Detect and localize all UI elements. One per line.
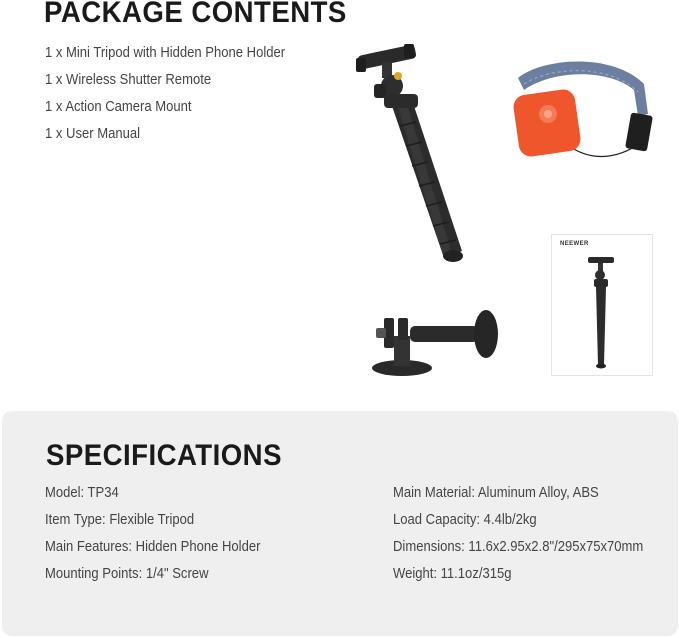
package-item: 1 x Mini Tripod with Hidden Phone Holder <box>45 45 286 61</box>
specifications-panel <box>2 411 678 636</box>
mini-tripod-image <box>352 36 482 271</box>
spec-item: Dimensions: 11.6x2.95x2.8"/295x75x70mm <box>393 539 644 555</box>
specifications-right-column <box>393 484 671 592</box>
spec-item: Item Type: Flexible Tripod <box>45 512 195 528</box>
shutter-remote-image <box>512 54 657 184</box>
spec-item: Weight: 11.1oz/315g <box>393 566 512 582</box>
specifications-left-column <box>45 484 284 592</box>
package-item: 1 x Wireless Shutter Remote <box>45 72 212 88</box>
manual-tripod-icon <box>576 253 626 373</box>
manual-brand-logo: NEEWER <box>560 241 589 247</box>
spec-item: Load Capacity: 4.4lb/2kg <box>393 512 537 528</box>
action-camera-mount-image <box>364 306 504 380</box>
specifications-title: SPECIFICATIONS <box>46 439 282 472</box>
spec-item: Main Material: Aluminum Alloy, ABS <box>393 485 599 501</box>
package-item: 1 x Action Camera Mount <box>45 99 192 115</box>
spec-item: Main Features: Hidden Phone Holder <box>45 539 261 555</box>
package-contents-title: PACKAGE CONTENTS <box>44 0 347 29</box>
user-manual-image <box>551 234 653 376</box>
spec-item: Model: TP34 <box>45 485 119 501</box>
package-contents-list <box>45 44 312 152</box>
package-item: 1 x User Manual <box>45 126 141 142</box>
spec-item: Mounting Points: 1/4" Screw <box>45 566 209 582</box>
